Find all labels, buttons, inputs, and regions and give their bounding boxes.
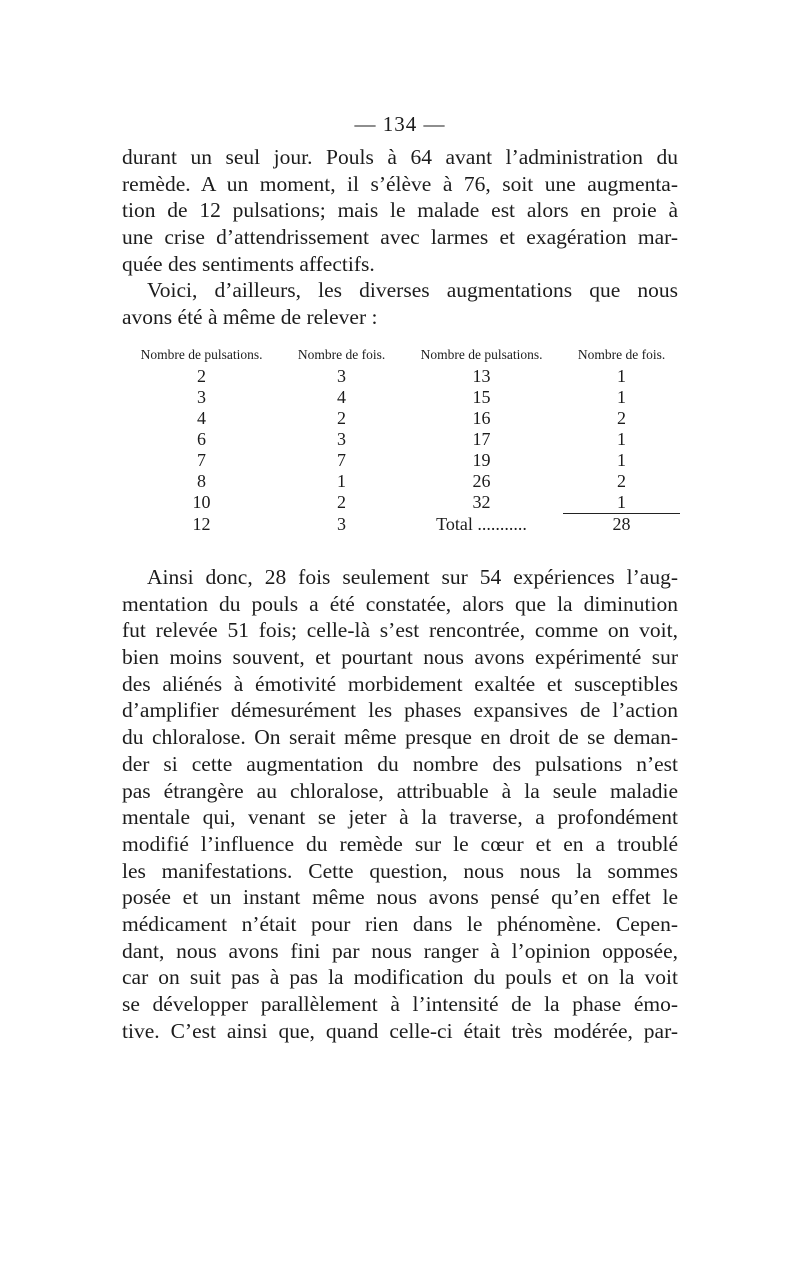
table-cell: 13 <box>472 366 491 386</box>
table-row <box>120 514 680 536</box>
table-cell: 26 <box>472 471 491 491</box>
table-cell: 1 <box>617 366 627 386</box>
text-line: Voici, d’ailleurs, les diverses augmentations que nous <box>147 278 678 303</box>
total-label: Total ........... <box>436 513 527 534</box>
table-header-row <box>120 347 680 366</box>
table-cell: 3 <box>337 513 347 534</box>
text-line: tion de 12 pulsations; mais le malade est alors en proie à <box>122 198 678 223</box>
text-line: avons été à même de relever : <box>122 305 378 330</box>
table-cell: 2 <box>337 492 347 513</box>
text-line: Ainsi donc, 28 fois seulement sur 54 expériences l’aug- <box>147 565 678 589</box>
table-cell: 3 <box>337 366 347 386</box>
text-line: mentale qui, venant se jeter à la traverse, a profondément <box>122 805 678 830</box>
table-cell: 19 <box>472 450 491 470</box>
text-line: modifié l’influence du remède sur le cœur et en a troublé <box>122 831 678 856</box>
table-cell: 2 <box>197 366 207 386</box>
total-value: 28 <box>563 514 680 536</box>
text-line: der si cette augmentation du nombre des pulsations n’est <box>122 751 678 776</box>
table-cell: 7 <box>197 450 207 470</box>
text-line: d’amplifier démesurément les phases expansives de l’action <box>122 698 678 723</box>
paragraph-1 <box>122 144 678 331</box>
table-cell: 2 <box>617 408 627 428</box>
paragraph-3 <box>122 564 678 1044</box>
table-row <box>120 387 680 408</box>
text-line: pas étrangère au chloralose, attribuable à la seule maladie <box>122 778 678 803</box>
table-cell: 3 <box>337 429 347 449</box>
table-cell: 3 <box>197 387 207 407</box>
table-cell: 1 <box>617 492 627 512</box>
text-line: une crise d’attendrissement avec larmes et exagération mar- <box>122 225 678 250</box>
table-cell: 6 <box>197 429 207 449</box>
text-line: posée et un instant même nous avons pensé qu’en effet le <box>122 885 678 910</box>
table-cell: 8 <box>197 471 207 491</box>
column-header: Nombre de pulsations. <box>420 347 543 362</box>
table-cell: 17 <box>472 429 491 449</box>
table-cell: 4 <box>197 408 207 428</box>
text-line: médicament n’était pour rien dans le phénomène. Cepen- <box>122 911 678 936</box>
text-line: remède. A un moment, il s’élève à 76, soit une augmenta- <box>122 171 678 196</box>
page-number: — 134 — <box>354 112 446 136</box>
table-cell: 1 <box>617 387 627 407</box>
table-cell: 12 <box>192 513 211 534</box>
column-header: Nombre de pulsations. <box>140 347 263 362</box>
table-row <box>120 408 680 429</box>
text-line: dant, nous avons fini par nous ranger à l’opinion opposée, <box>122 938 678 963</box>
column-header: Nombre de fois. <box>297 347 386 362</box>
table-cell: 2 <box>337 408 347 428</box>
table-cell: 2 <box>617 471 627 491</box>
table-row <box>120 492 680 514</box>
table-cell: 7 <box>337 450 347 470</box>
text-line: des aliénés à émotivité morbidement exaltée et susceptibles <box>122 671 678 696</box>
text-line: quée des sentiments affectifs. <box>122 251 375 276</box>
text-line: du chloralose. On serait même presque en droit de se deman- <box>122 725 678 750</box>
text-line: les manifestations. Cette question, nous nous la sommes <box>122 858 678 883</box>
table-cell: 16 <box>472 408 491 428</box>
table-row <box>120 450 680 471</box>
pulsation-table <box>120 347 680 535</box>
text-line: mentation du pouls a été constatée, alors que la diminution <box>122 591 678 616</box>
table-cell: 4 <box>337 387 347 407</box>
column-header: Nombre de fois. <box>577 347 666 362</box>
text-line: tive. C’est ainsi que, quand celle-ci était très modérée, par- <box>122 1018 678 1043</box>
table-cell: 1 <box>617 450 627 470</box>
text-line: fut relevée 51 fois; celle-là s’est rencontrée, comme on voit, <box>122 618 678 643</box>
table-cell: 32 <box>472 492 491 513</box>
table-cell: 1 <box>337 471 347 491</box>
table-row <box>120 429 680 450</box>
text-line: durant un seul jour. Pouls à 64 avant l’administration du <box>122 145 678 169</box>
table-cell: 15 <box>472 387 491 407</box>
text-line: bien moins souvent, et pourtant nous avons expérimenté sur <box>122 645 678 670</box>
table-cell: 1 <box>617 429 627 449</box>
text-line: car on suit pas à pas la modification du pouls et on la voit <box>122 965 678 990</box>
table-row <box>120 366 680 387</box>
table-cell: 10 <box>192 492 211 513</box>
table-row <box>120 471 680 492</box>
text-line: se développer parallèlement à l’intensité de la phase émo- <box>122 992 678 1016</box>
